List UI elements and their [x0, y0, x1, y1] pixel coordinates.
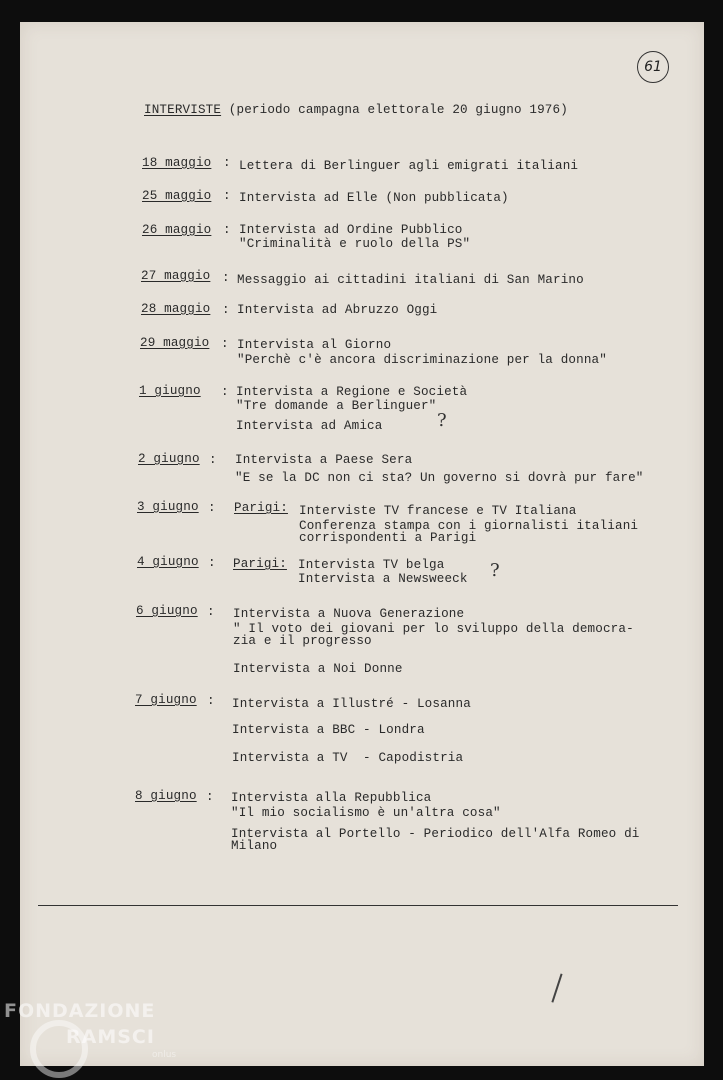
horizontal-rule	[38, 905, 678, 906]
entry-separator: :	[223, 156, 231, 170]
watermark-line2: RAMSCI	[66, 1026, 155, 1048]
entry-date: 25 maggio	[142, 189, 212, 203]
entry-date: 29 maggio	[140, 336, 210, 350]
entry-line: Intervista ad Amica	[236, 419, 383, 433]
entry-line: "Il mio socialismo è un'altra cosa"	[231, 806, 501, 820]
entry-line: Intervista TV belga	[298, 558, 445, 572]
entry-date: 1 giugno	[139, 384, 201, 398]
entry-separator: :	[223, 189, 231, 203]
document-heading	[144, 102, 568, 118]
entry-line: Conferenza stampa con i giornalisti italiani	[299, 519, 639, 533]
entry-line: "Tre domande a Berlinguer"	[236, 399, 437, 413]
entry-line: zia e il progresso	[233, 634, 372, 648]
entry-separator: :	[221, 385, 229, 399]
entry-line: Intervista a BBC - Londra	[232, 723, 425, 737]
page-number: 61	[637, 51, 669, 83]
entry-separator: :	[209, 453, 217, 467]
handwritten-question-mark: ?	[437, 410, 447, 431]
entry-separator: :	[208, 501, 216, 515]
entry-line: "Criminalità e ruolo della PS"	[239, 237, 471, 251]
entry-separator: :	[221, 337, 229, 351]
entry-line: Intervista a Noi Donne	[233, 662, 403, 676]
entry-date: 2 giugno	[138, 452, 200, 466]
entry-line: Intervista a Paese Sera	[235, 453, 413, 467]
entry-date: 27 maggio	[141, 269, 211, 283]
entry-line: Intervista ad Abruzzo Oggi	[237, 303, 438, 317]
entry-date: 28 maggio	[141, 302, 211, 316]
entry-date: 6 giugno	[136, 604, 198, 618]
entry-line: Interviste TV francese e TV Italiana	[299, 504, 577, 518]
entry-line: Lettera di Berlinguer agli emigrati italiani	[239, 159, 579, 173]
entry-line: corrispondenti a Parigi	[299, 531, 477, 545]
handwritten-question-mark: ?	[490, 560, 500, 581]
entry-line: Intervista ad Ordine Pubblico	[239, 223, 463, 237]
entry-separator: :	[207, 694, 215, 708]
entry-date: 4 giugno	[137, 555, 199, 569]
entry-date: 18 maggio	[142, 156, 212, 170]
entry-line: "Perchè c'è ancora discriminazione per la donna"	[237, 353, 607, 367]
entry-separator: :	[222, 271, 230, 285]
entry-date: 3 giugno	[137, 500, 199, 514]
entry-line: Intervista a Illustré - Losanna	[232, 697, 471, 711]
entry-line: Intervista al Giorno	[237, 338, 392, 352]
entry-date: 8 giugno	[135, 789, 197, 803]
entry-line: Intervista a Newsweeck	[298, 572, 468, 586]
entry-separator: :	[222, 303, 230, 317]
entry-line: "E se la DC non ci sta? Un governo si dovrà pur fare"	[235, 471, 644, 485]
entry-place: Parigi:	[233, 557, 287, 571]
heading-subtitle: (periodo campagna elettorale 20 giugno 1976)	[228, 103, 568, 117]
watermark-line3: onlus	[152, 1050, 177, 1060]
entry-date: 7 giugno	[135, 693, 197, 707]
entry-line: Intervista a TV - Capodistria	[232, 751, 464, 765]
entry-line: Intervista a Nuova Generazione	[233, 607, 465, 621]
entry-separator: :	[208, 556, 216, 570]
watermark-line1: FONDAZIONE	[4, 1000, 156, 1022]
entry-line: Intervista alla Repubblica	[231, 791, 432, 805]
entry-separator: :	[223, 223, 231, 237]
entry-separator: :	[206, 790, 214, 804]
entry-line: " Il voto dei giovani per lo sviluppo della democra-	[233, 622, 634, 636]
entry-line: Messaggio ai cittadini italiani di San Marino	[237, 273, 584, 287]
entry-date: 26 maggio	[142, 223, 212, 237]
entry-line: Intervista a Regione e Società	[236, 385, 468, 399]
entry-place: Parigi:	[234, 501, 288, 515]
entry-separator: :	[207, 605, 215, 619]
entry-line: Milano	[231, 839, 278, 853]
entry-line: Intervista al Portello - Periodico dell'Alfa Romeo di	[231, 827, 640, 841]
heading-title: INTERVISTE	[144, 103, 222, 117]
entry-line: Intervista ad Elle (Non pubblicata)	[239, 191, 509, 205]
